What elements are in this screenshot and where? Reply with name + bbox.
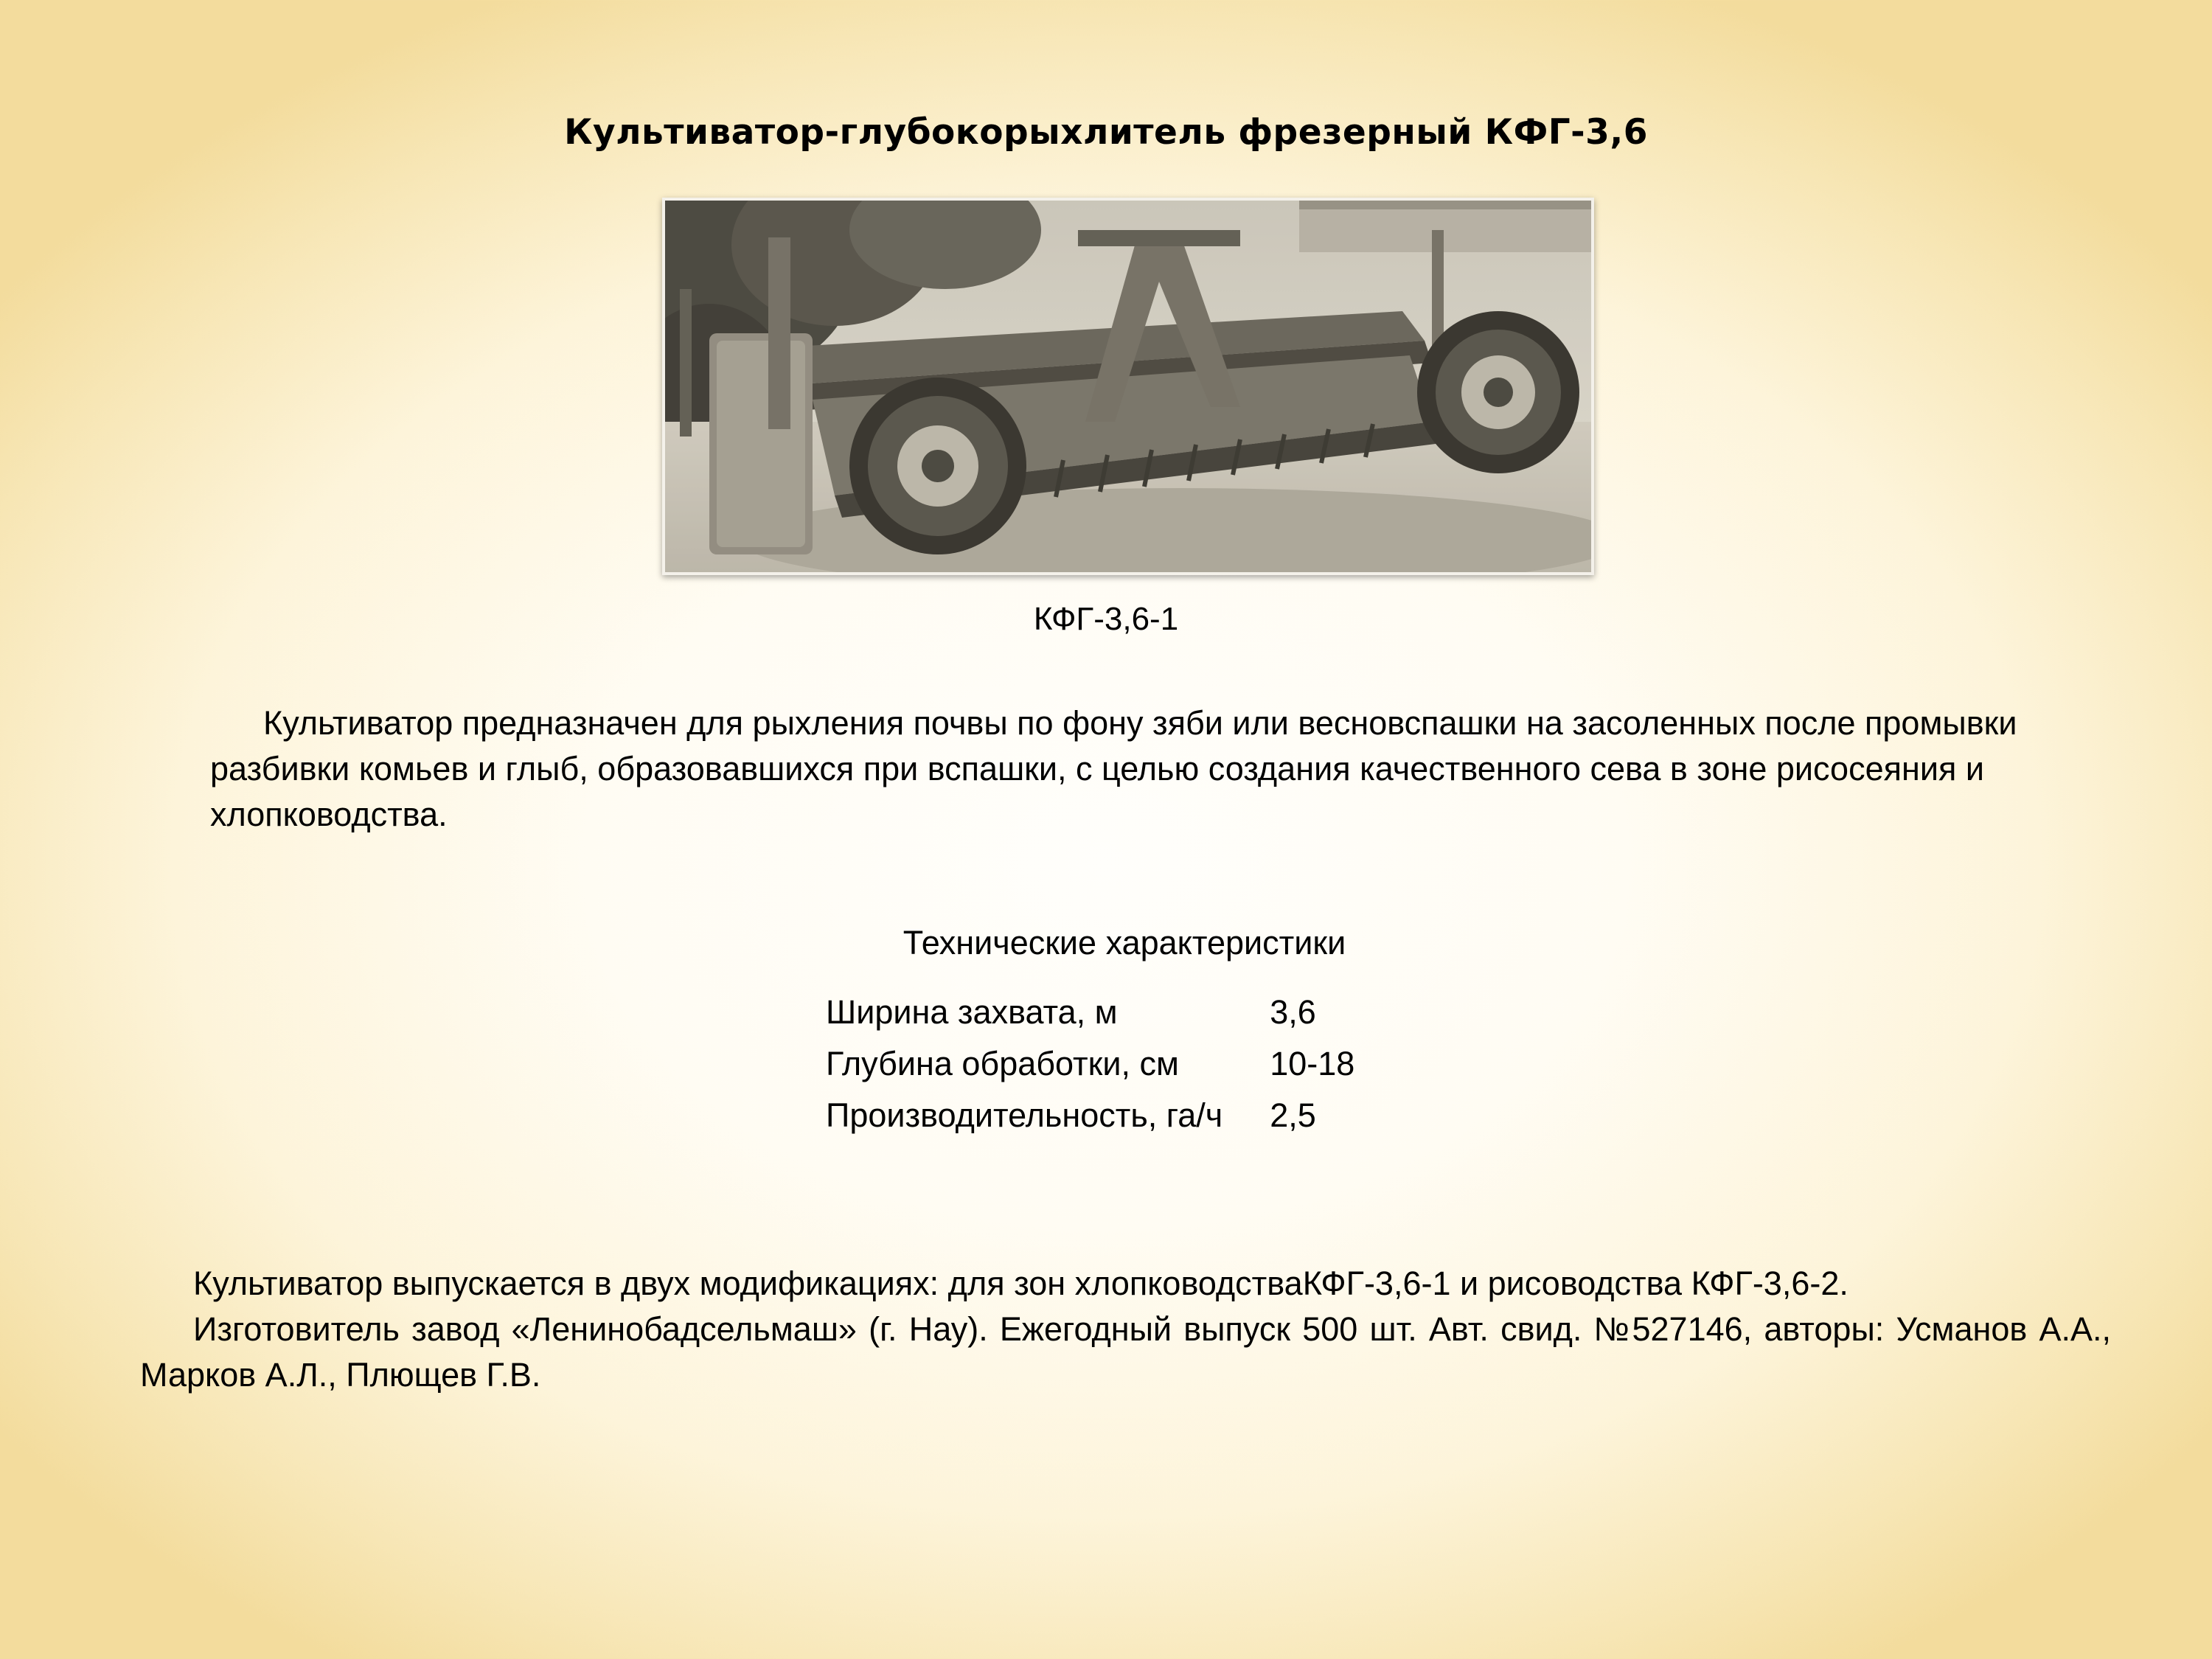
specs-title: Технические характеристики: [902, 924, 1346, 961]
spec-value: 10-18: [1270, 1045, 1355, 1082]
spec-label: Производительность, га/ч: [826, 1096, 1223, 1134]
spec-value: 2,5: [1270, 1096, 1316, 1134]
cultivator-photo-illustration: [665, 201, 1591, 572]
table-row: [826, 1038, 1354, 1090]
table-row: [826, 987, 1354, 1038]
specs-table: [826, 987, 1354, 1141]
spec-label: Глубина обработки, см: [826, 1045, 1179, 1082]
purpose-paragraph: Культиватор предназначен для рыхления почвы по фону зяби или весновспашки на засоленных после промывки разбивки комьев и глыб, образовавшихся при вспашки, с целью создания качественного сева в зоне рисосеяния и хлопководства.: [210, 704, 2017, 833]
machine-photo: [662, 198, 1594, 575]
spec-label: Ширина захвата, м: [826, 993, 1118, 1031]
page-title: Культиватор-глубокорыхлитель фрезерный КФГ-3,6: [564, 112, 1648, 153]
manufacturer-paragraph: Изготовитель завод «Ленинобадсельмаш» (г. Нау). Ежегодный выпуск 500 шт. Авт. свид. №527146, авторы: Усманов А.А., Марков А.Л., Плющев Г.В.: [140, 1310, 2111, 1394]
photo-caption: КФГ-3,6-1: [1033, 601, 1179, 637]
bottom-text: [140, 1261, 2111, 1398]
table-row: [826, 1090, 1354, 1141]
spec-value: 3,6: [1270, 993, 1316, 1031]
modifications-paragraph: Культиватор выпускается в двух модификациях: для зон хлопководстваКФГ-3,6-1 и рисоводства КФГ-3,6-2.: [193, 1265, 1848, 1302]
